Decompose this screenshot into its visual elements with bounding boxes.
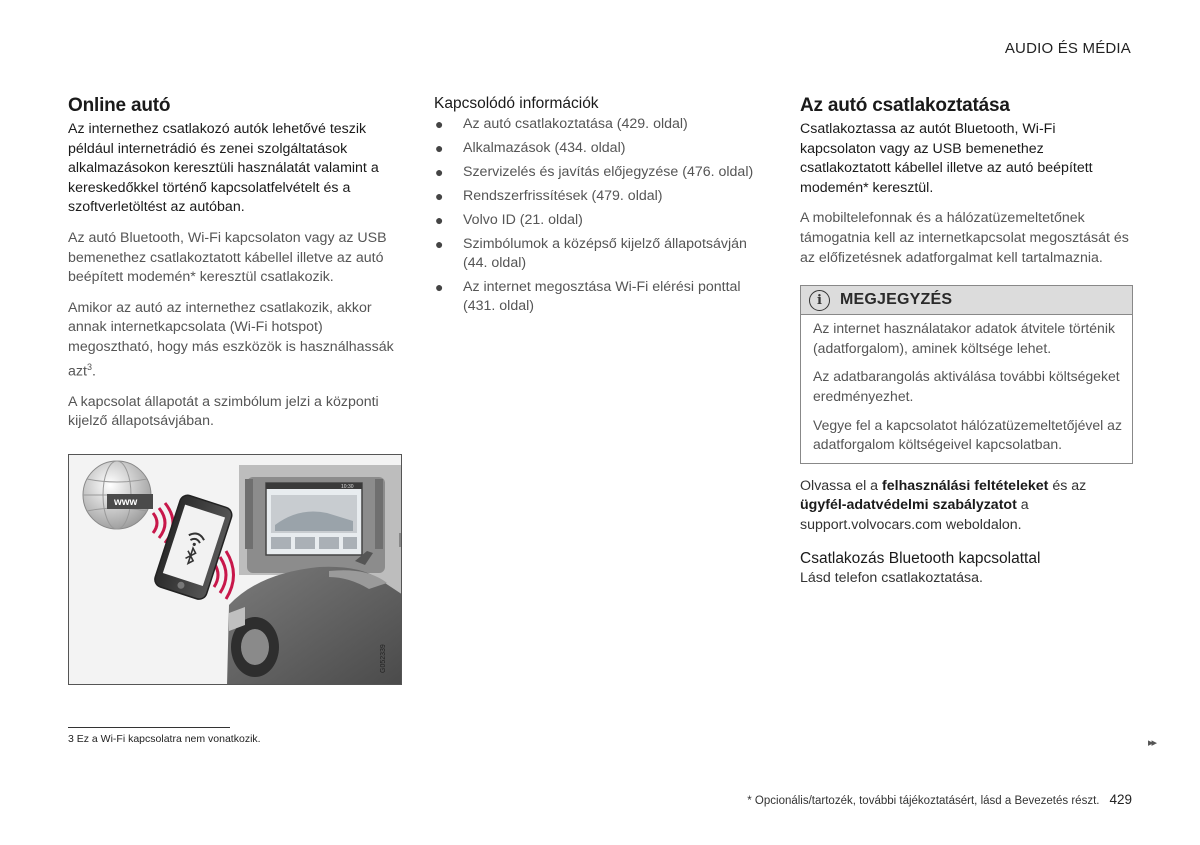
info-icon: i xyxy=(809,290,830,311)
hotspot-text: Amikor az autó az internethez csatlakozik, akkor annak internetkapcsolata (Wi-Fi hotspot) megosztható, hogy más eszközök is használhassák azt xyxy=(68,299,394,380)
related-link-label: Rendszerfrissítések (479. oldal) xyxy=(463,188,663,204)
terms-paragraph xyxy=(800,477,1133,536)
related-link-car-connect[interactable] xyxy=(434,115,764,134)
terms-of-use-link[interactable]: felhasználási feltételeket xyxy=(882,477,1049,494)
globe-www-label: www xyxy=(114,497,138,508)
connect-car-intro: Csatlakoztassa az autót Bluetooth, Wi-Fi kapcsolaton vagy az USB bemenethez csatlakoztatott kábellel illetve az autó beépített modemén* keresztül. xyxy=(800,121,1093,196)
bullet-icon: ● xyxy=(435,236,444,252)
display-time: 10:30 xyxy=(341,484,354,490)
continue-arrows-icon: ▸▸ xyxy=(1148,737,1156,749)
related-link-service-booking[interactable] xyxy=(434,163,764,182)
optional-accessory-note: * Opcionális/tartozék, további tájékoztatásért, lásd a Bevezetés részt. xyxy=(747,795,1100,807)
note-label: MEGJEGYZÉS xyxy=(840,291,953,309)
connect-car-requirements: A mobiltelefonnak és a hálózatüzemeltetőnek támogatnia kell az internetkapcsolat megosztását és az előfizetésnek adatforgalmat kell tartalmaznia. xyxy=(800,210,1129,266)
column-connect-car xyxy=(800,95,1133,588)
related-link-wifi-hotspot[interactable] xyxy=(434,278,764,316)
related-link-label: Szimbólumok a középső kijelző állapotsávján (44. oldal) xyxy=(463,236,747,271)
connect-car-title: Az autó csatlakoztatása xyxy=(800,95,1010,116)
bluetooth-text: Lásd telefon csatlakoztatása. xyxy=(800,569,983,586)
hotspot-text-end: . xyxy=(91,363,96,380)
related-link-label: Volvo ID (21. oldal) xyxy=(463,212,583,228)
bluetooth-heading: Csatlakozás Bluetooth kapcsolattal xyxy=(800,549,1041,567)
footnote-ref[interactable]: 3 xyxy=(86,361,92,372)
bullet-icon: ● xyxy=(435,212,444,228)
terms-text: és az xyxy=(1048,477,1087,494)
note-header xyxy=(801,286,1132,315)
footnote-divider xyxy=(68,727,230,728)
related-link-label: Szervizelés és javítás előjegyzése (476. oldal) xyxy=(463,164,754,180)
bullet-icon: ● xyxy=(435,188,444,204)
terms-text: a support.volvocars.com weboldalon. xyxy=(800,497,1029,533)
online-car-paragraph-status: A kapcsolat állapotát a szimbólum jelzi a központi kijelző állapotsávjában. xyxy=(68,393,379,430)
note-body xyxy=(801,315,1132,463)
related-link-system-updates[interactable] xyxy=(434,187,764,206)
column-related-info xyxy=(434,95,764,321)
terms-text: Olvassa el a xyxy=(800,477,883,494)
page-footer xyxy=(747,792,1132,807)
figure-code: G052339 xyxy=(380,644,387,673)
bullet-icon: ● xyxy=(435,279,444,295)
related-link-label: Az autó csatlakoztatása (429. oldal) xyxy=(463,116,688,132)
note-paragraph: Az internet használatakor adatok átvitele történik (adatforgalom), aminek költsége lehet. xyxy=(813,320,1115,356)
privacy-policy-link[interactable]: ügyfél-adatvédelmi szabályzatot xyxy=(800,497,1017,514)
illustration-svg xyxy=(69,455,402,685)
online-car-paragraph-connection: Az autó Bluetooth, Wi-Fi kapcsolaton vagy az USB bemenethez csatlakoztatott kábellel illetve az autó beépített modemén* keresztül csatlakozik. xyxy=(68,229,387,286)
page-number: 429 xyxy=(1109,792,1132,807)
connectivity-illustration xyxy=(68,454,402,685)
bullet-icon: ● xyxy=(435,140,444,156)
online-car-paragraph-hotspot xyxy=(68,299,402,382)
footnote: 3 Ez a Wi-Fi kapcsolatra nem vonatkozik. xyxy=(68,733,261,745)
bullet-icon: ● xyxy=(435,164,444,180)
column-online-car xyxy=(68,95,402,432)
related-link-label: Az internet megosztása Wi-Fi elérési ponttal (431. oldal) xyxy=(463,279,741,314)
related-info-heading: Kapcsolódó információk xyxy=(434,95,599,112)
related-info-list xyxy=(434,115,764,316)
note-box xyxy=(800,285,1133,464)
bullet-icon: ● xyxy=(435,116,444,132)
related-link-status-symbols[interactable] xyxy=(434,235,764,273)
section-header: AUDIO ÉS MÉDIA xyxy=(1004,40,1131,57)
related-link-label: Alkalmazások (434. oldal) xyxy=(463,140,626,156)
related-link-volvo-id[interactable] xyxy=(434,211,764,230)
note-paragraph: Vegye fel a kapcsolatot hálózatüzemeltetőjével az adatforgalom költségeivel kapcsolatban. xyxy=(813,416,1122,453)
related-link-apps[interactable] xyxy=(434,139,764,158)
online-car-title: Online autó xyxy=(68,95,171,116)
online-car-intro: Az internethez csatlakozó autók lehetővé teszik például internetrádió és zenei szolgáltatások alkalmazásokon keresztüli használatát valamint a kereskedőkkel történő kapcsolatfelvételt és a szoftverletöltést az autóban. xyxy=(68,121,379,216)
note-paragraph: Az adatbarangolás aktiválása további költségeket eredményezhet. xyxy=(813,368,1120,404)
